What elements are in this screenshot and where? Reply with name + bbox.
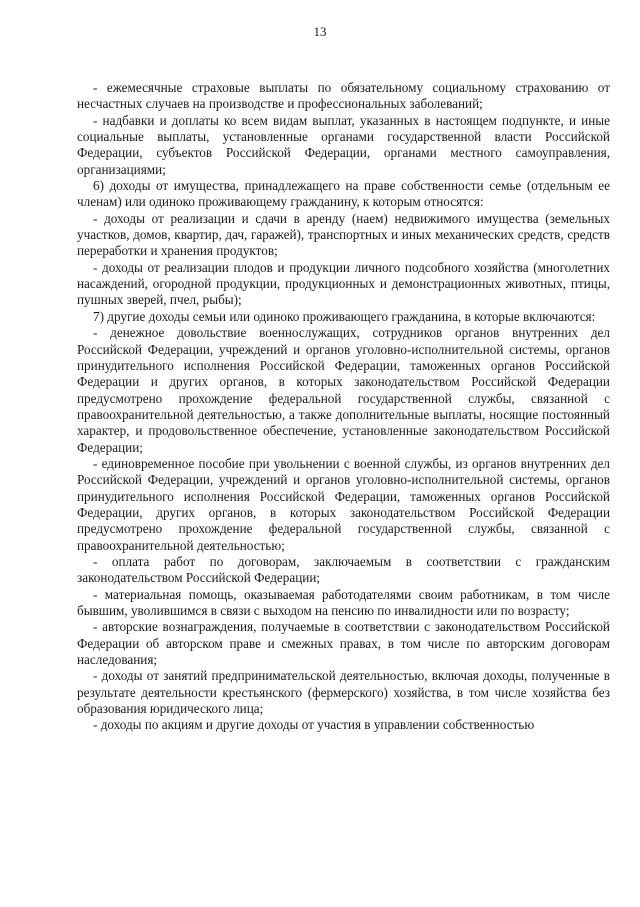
paragraph: 7) другие доходы семьи или одиноко проживающего гражданина, в которые включаются: bbox=[93, 308, 596, 324]
paragraph: - доходы по акциям и другие доходы от участия в управлении собственностью bbox=[93, 717, 535, 733]
paragraph: - единовременное пособие при увольнении с военной службы, из органов внутренних дел Российской Федерации, учреждений и органов уголовно-исполнительной системы, органов принудительного исполнения Российской Федерации, таможенных органов Российской Федерации, других органов, в которых законодательством Российской Федерации предусмотрено прохождение федеральной государственной службы, связанной с правоохранительной деятельностью; bbox=[77, 455, 610, 553]
paragraph: - доходы от реализации плодов и продукции личного подсобного хозяйства (многолетних насаждений, огородной продукции, продукционных и демонстрационных животных, птицы, пушных зверей, пчел, рыбы); bbox=[77, 259, 610, 308]
paragraph: - надбавки и доплаты ко всем видам выплат, указанных в настоящем подпункте, и иные социальные выплаты, установленные органами государственной власти Российской Федерации, субъектов Российской Федерации, органами местного самоуправления, организациями; bbox=[77, 112, 610, 177]
paragraph: 6) доходы от имущества, принадлежащего на праве собственности семье (отдельным ее членам) или одиноко проживающему гражданину, к которым относятся: bbox=[77, 178, 610, 210]
paragraph: - ежемесячные страховые выплаты по обязательному социальному страхованию от несчастных случаев на производстве и профессиональных заболеваний; bbox=[77, 80, 610, 112]
page-number: 13 bbox=[313, 24, 327, 39]
paragraph: - авторские вознаграждения, получаемые в соответствии с законодательством Российской Федерации об авторском праве и смежных правах, в том числе по авторским договорам наследования; bbox=[77, 619, 610, 668]
document-body bbox=[77, 80, 610, 734]
paragraph: - доходы от реализации и сдачи в аренду (наем) недвижимого имущества (земельных участков, домов, квартир, дач, гаражей), транспортных и иных механических средств, средств переработки и хранения продуктов; bbox=[77, 210, 610, 259]
paragraph: - денежное довольствие военнослужащих, сотрудников органов внутренних дел Российской Федерации, учреждений и органов уголовно-исполнительной системы, органов принудительного исполнения Российской Федерации, таможенных органов Российской Федерации и других органов, в которых законодательством Российской Федерации предусмотрено прохождение федеральной государственной службы, связанной с правоохранительной деятельностью, а также дополнительные выплаты, носящие постоянный характер, и продовольственное обеспечение, установленные законодательством Российской Федерации; bbox=[77, 325, 610, 455]
paragraph: - оплата работ по договорам, заключаемым в соответствии с гражданским законодательством Российской Федерации; bbox=[77, 553, 610, 586]
paragraph: - материальная помощь, оказываемая работодателями своим работникам, в том числе бывшим, уволившимся в связи с выходом на пенсию по инвалидности или по возрасту; bbox=[77, 586, 610, 618]
paragraph: - доходы от занятий предпринимательской деятельностью, включая доходы, полученные в результате деятельности крестьянского (фермерского) хозяйства, в том числе хозяйства без образования юридического лица; bbox=[77, 668, 610, 717]
